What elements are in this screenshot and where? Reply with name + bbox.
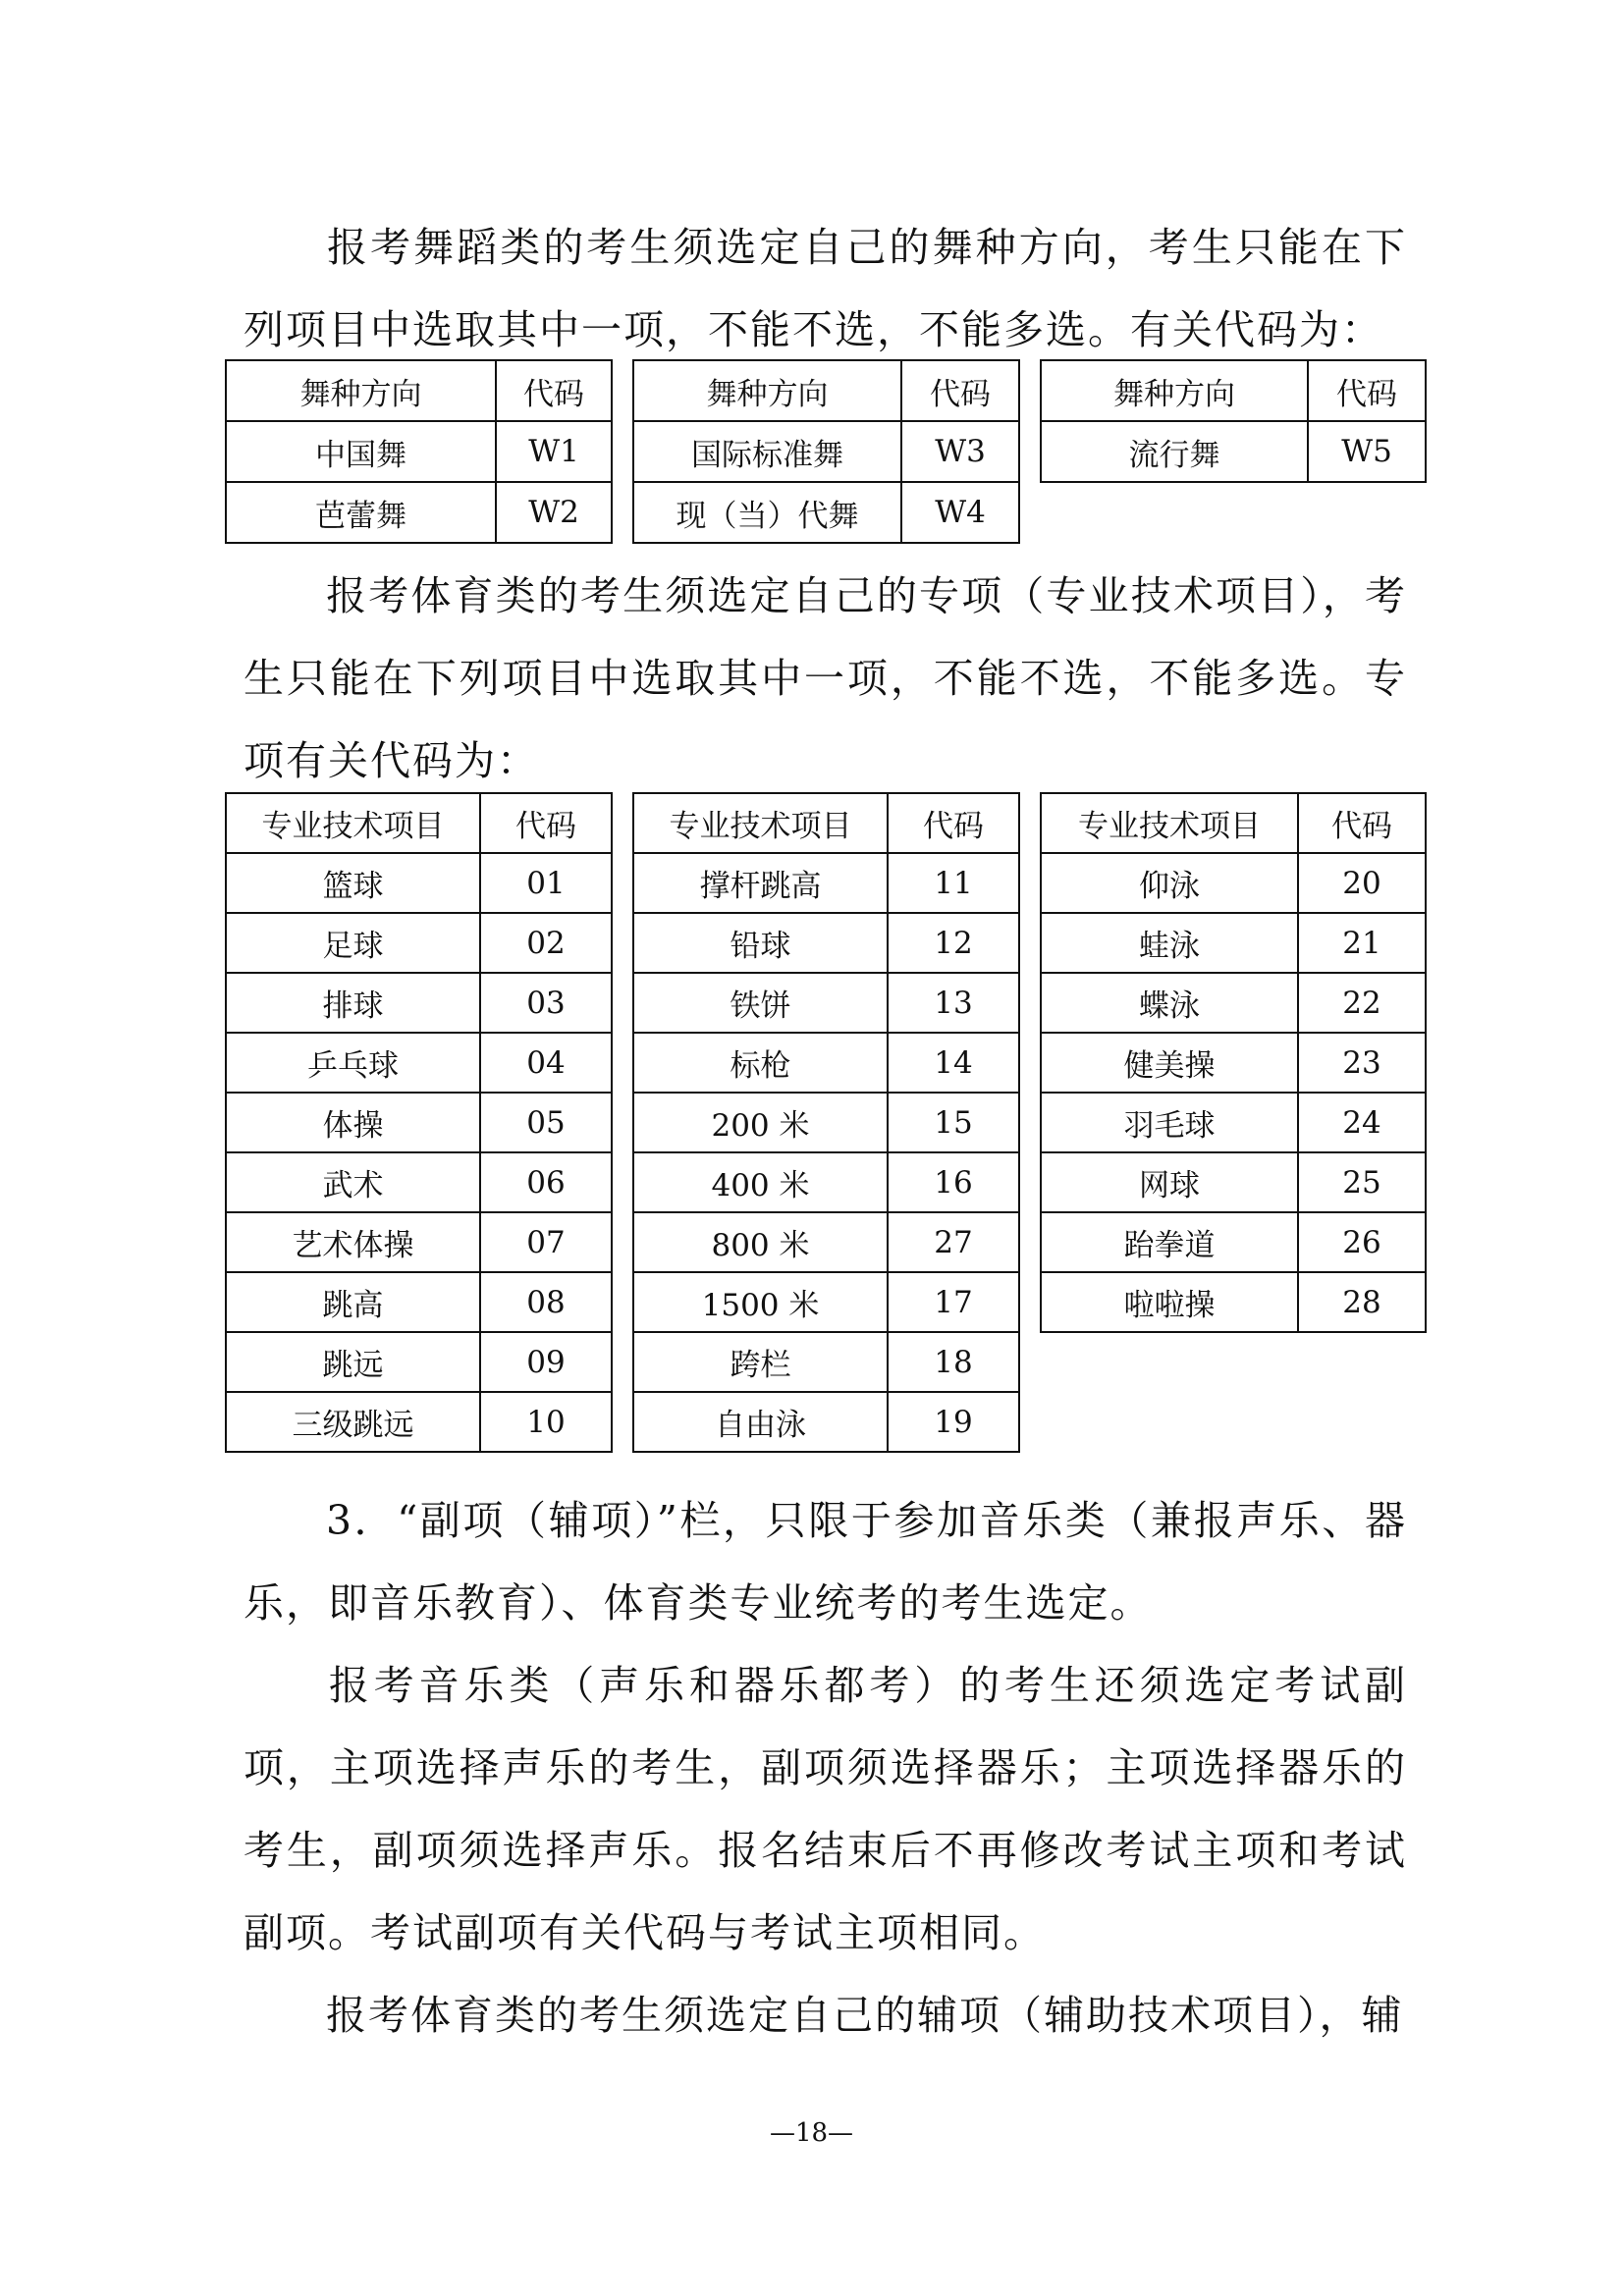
sport-name-cell: 铅球 [633, 913, 888, 973]
table-row [633, 1212, 1019, 1272]
table-row [226, 1033, 612, 1093]
header-dance-direction: 舞种方向 [226, 360, 496, 421]
header-sport-item: 专业技术项目 [226, 793, 480, 853]
dance-code-cell: W4 [901, 482, 1019, 543]
table-row [633, 482, 1019, 543]
header-code: 代码 [480, 793, 612, 853]
sport-name-cell: 撑杆跳高 [633, 853, 888, 913]
dance-intro-paragraph [243, 206, 1407, 371]
sport-name-cell: 跆拳道 [1041, 1212, 1298, 1272]
dance-code-cell: W2 [496, 482, 612, 543]
table-row [633, 853, 1019, 913]
sport-name-cell: 羽毛球 [1041, 1093, 1298, 1152]
header-sport-item: 专业技术项目 [1041, 793, 1298, 853]
table-row [633, 1093, 1019, 1152]
sport-code-cell: 19 [888, 1392, 1019, 1452]
table-row [226, 1152, 612, 1212]
sport-code-cell: 03 [480, 973, 612, 1033]
sport-name-cell: 标枪 [633, 1033, 888, 1093]
music-sub-paragraph [243, 1644, 1407, 1974]
sport-code-cell: 07 [480, 1212, 612, 1272]
sport-name-cell: 跨栏 [633, 1332, 888, 1392]
sport-code-cell: 09 [480, 1332, 612, 1392]
sport-code-cell: 20 [1298, 853, 1426, 913]
sport-name-cell: 三级跳远 [226, 1392, 480, 1452]
item3-text: 3．“副项（辅项）”栏，只限于参加音乐类（兼报声乐、器乐，即音乐教育）、体育类专业统考的考生选定。 [243, 1497, 1407, 1627]
table-row [1041, 1212, 1426, 1272]
table-header-row [633, 360, 1019, 421]
header-dance-direction: 舞种方向 [633, 360, 901, 421]
sport-code-cell: 01 [480, 853, 612, 913]
sport-name-cell: 800 米 [633, 1212, 888, 1272]
sport-code-cell: 26 [1298, 1212, 1426, 1272]
dance-name-cell: 国际标准舞 [633, 421, 901, 482]
table-row [226, 853, 612, 913]
dance-name-cell: 流行舞 [1041, 421, 1308, 482]
sport-code-cell: 25 [1298, 1152, 1426, 1212]
sport-name-cell: 蛙泳 [1041, 913, 1298, 973]
sport-code-cell: 21 [1298, 913, 1426, 973]
table-header-row [1041, 793, 1426, 853]
sport-name-cell: 乒乓球 [226, 1033, 480, 1093]
table-row [226, 421, 612, 482]
sport-code-cell: 11 [888, 853, 1019, 913]
table-row [1041, 913, 1426, 973]
sport-name-cell: 铁饼 [633, 973, 888, 1033]
sport-name-cell: 网球 [1041, 1152, 1298, 1212]
sport-code-cell: 27 [888, 1212, 1019, 1272]
dance-table-1 [225, 359, 613, 544]
header-code: 代码 [496, 360, 612, 421]
sport-name-cell: 跳高 [226, 1272, 480, 1332]
header-code: 代码 [901, 360, 1019, 421]
sport-intro-text: 报考体育类的考生须选定自己的专项（专业技术项目），考生只能在下列项目中选取其中一项，不能不选，不能多选。专项有关代码为： [243, 572, 1407, 784]
header-dance-direction: 舞种方向 [1041, 360, 1308, 421]
sport-code-cell: 08 [480, 1272, 612, 1332]
sport-name-cell: 蝶泳 [1041, 973, 1298, 1033]
item3-paragraph [243, 1479, 1407, 1644]
sport-code-cell: 23 [1298, 1033, 1426, 1093]
dance-code-cell: W5 [1308, 421, 1426, 482]
sport-code-cell: 10 [480, 1392, 612, 1452]
table-header-row [1041, 360, 1426, 421]
table-row [226, 482, 612, 543]
table-row [633, 1332, 1019, 1392]
table-row [633, 973, 1019, 1033]
header-code: 代码 [1298, 793, 1426, 853]
table-row [226, 1093, 612, 1152]
sport-code-cell: 16 [888, 1152, 1019, 1212]
table-row [1041, 973, 1426, 1033]
sport-name-cell: 仰泳 [1041, 853, 1298, 913]
dance-code-cell: W1 [496, 421, 612, 482]
table-row [633, 1392, 1019, 1452]
table-row [633, 1272, 1019, 1332]
sport-name-cell: 武术 [226, 1152, 480, 1212]
table-row [633, 1033, 1019, 1093]
table-row [1041, 421, 1426, 482]
dance-table-3 [1040, 359, 1427, 483]
sport-code-cell: 04 [480, 1033, 612, 1093]
sport-name-cell: 自由泳 [633, 1392, 888, 1452]
music-sub-text: 报考音乐类（声乐和器乐都考）的考生还须选定考试副项，主项选择声乐的考生，副项须选择器乐；主项选择器乐的考生，副项须选择声乐。报名结束后不再修改考试主项和考试副项。考试副项有关代码与考试主项相同。 [243, 1662, 1407, 1956]
table-row [633, 913, 1019, 973]
table-row [633, 1152, 1019, 1212]
sport-name-cell: 400 米 [633, 1152, 888, 1212]
sport-name-cell: 排球 [226, 973, 480, 1033]
sport-code-cell: 18 [888, 1332, 1019, 1392]
dance-code-cell: W3 [901, 421, 1019, 482]
dance-intro-text: 报考舞蹈类的考生须选定自己的舞种方向，考生只能在下列项目中选取其中一项，不能不选，不能多选。有关代码为： [243, 224, 1407, 353]
table-row [1041, 1033, 1426, 1093]
sport-name-cell: 艺术体操 [226, 1212, 480, 1272]
sport-table-2 [632, 792, 1020, 1453]
header-sport-item: 专业技术项目 [633, 793, 888, 853]
sport-table-1 [225, 792, 613, 1453]
sport-code-cell: 15 [888, 1093, 1019, 1152]
table-row [226, 1332, 612, 1392]
sport-code-cell: 22 [1298, 973, 1426, 1033]
sport-code-cell: 02 [480, 913, 612, 973]
sport-code-cell: 14 [888, 1033, 1019, 1093]
table-row [226, 1212, 612, 1272]
sport-aux-text: 报考体育类的考生须选定自己的辅项（辅助技术项目），辅 [326, 1992, 1404, 2039]
sport-name-cell: 健美操 [1041, 1033, 1298, 1093]
table-row [1041, 853, 1426, 913]
sport-name-cell: 体操 [226, 1093, 480, 1152]
sport-code-cell: 17 [888, 1272, 1019, 1332]
sport-code-cell: 05 [480, 1093, 612, 1152]
dance-name-cell: 中国舞 [226, 421, 496, 482]
table-row [1041, 1093, 1426, 1152]
sport-table-3 [1040, 792, 1427, 1333]
table-row [1041, 1272, 1426, 1332]
sport-code-cell: 28 [1298, 1272, 1426, 1332]
sport-code-cell: 24 [1298, 1093, 1426, 1152]
table-header-row [633, 793, 1019, 853]
sport-code-cell: 13 [888, 973, 1019, 1033]
sport-name-cell: 1500 米 [633, 1272, 888, 1332]
sport-intro-paragraph [243, 555, 1407, 802]
dance-name-cell: 芭蕾舞 [226, 482, 496, 543]
table-row [226, 1272, 612, 1332]
sport-name-cell: 跳远 [226, 1332, 480, 1392]
sport-name-cell: 200 米 [633, 1093, 888, 1152]
sport-name-cell: 啦啦操 [1041, 1272, 1298, 1332]
table-row [633, 421, 1019, 482]
dance-name-cell: 现（当）代舞 [633, 482, 901, 543]
sport-name-cell: 篮球 [226, 853, 480, 913]
header-code: 代码 [888, 793, 1019, 853]
table-row [226, 973, 612, 1033]
sport-code-cell: 12 [888, 913, 1019, 973]
sport-name-cell: 足球 [226, 913, 480, 973]
table-row [226, 1392, 612, 1452]
table-header-row [226, 360, 612, 421]
table-row [1041, 1152, 1426, 1212]
table-row [226, 913, 612, 973]
table-header-row [226, 793, 612, 853]
header-code: 代码 [1308, 360, 1426, 421]
dance-table-2 [632, 359, 1020, 544]
page-number: —18— [769, 2118, 854, 2148]
sport-aux-paragraph [243, 1974, 1407, 2056]
sport-code-cell: 06 [480, 1152, 612, 1212]
